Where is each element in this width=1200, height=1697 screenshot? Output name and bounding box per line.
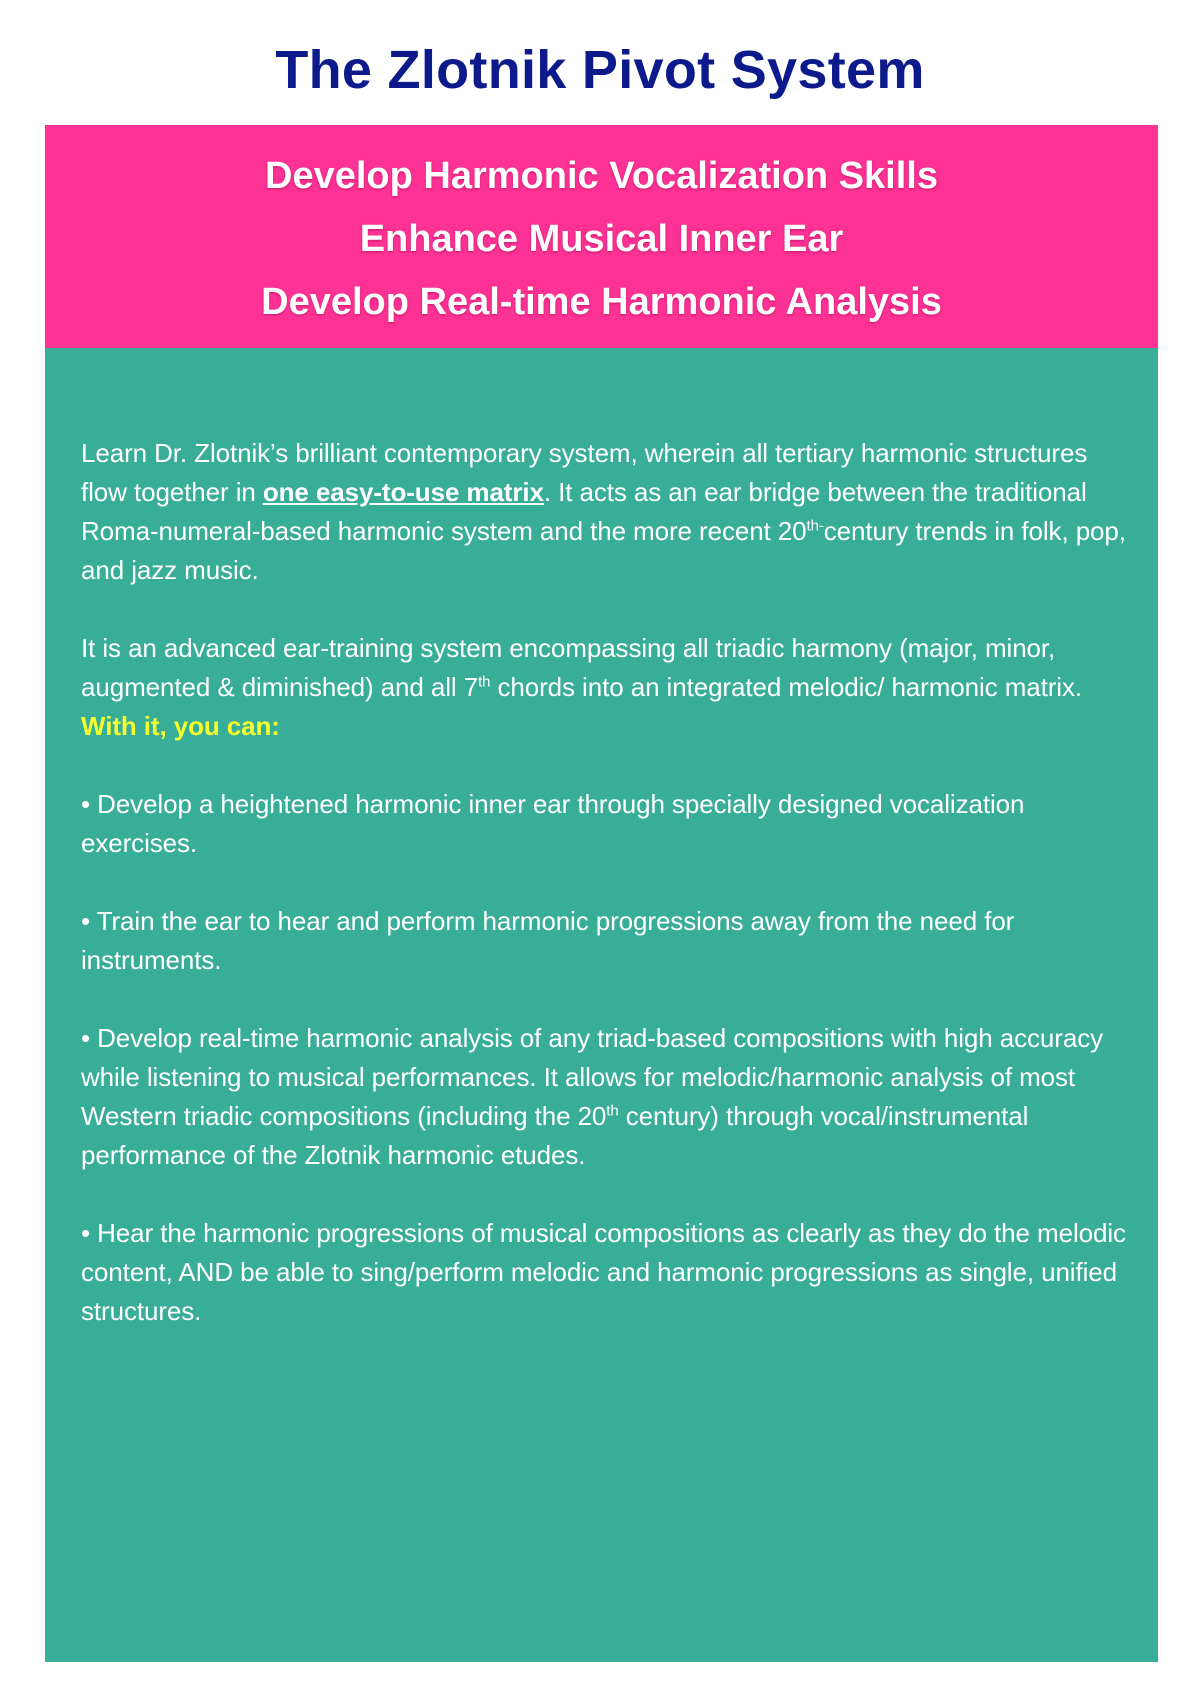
system-text-1: It is an advanced ear-training system encompassing all triadic harmony (major, minor, augmented & diminished) and all 7 [81,633,1056,702]
bullet-train-ear: • Train the ear to hear and perform harmonic progressions away from the need for instruments. [81,906,1015,975]
headline-banner [45,125,1158,348]
system-superscript: th [478,673,491,691]
system-paragraph [81,629,1130,746]
intro-superscript: th- [806,517,824,535]
analysis-superscript: th [606,1102,619,1120]
bullet-realtime-analysis [81,1019,1130,1175]
with-it-highlight: With it, you can: [81,711,280,741]
description-panel [45,348,1158,1662]
analysis-text-2: century) through vocal/instrumental performance of the Zlotnik harmonic etudes. [81,1101,1029,1170]
page-title: The Zlotnik Pivot System [275,40,925,100]
banner-line-vocalization: Develop Harmonic Vocalization Skills [265,155,938,197]
banner-line-inner-ear: Enhance Musical Inner Ear [359,218,844,260]
bullet-hear-progressions: • Hear the harmonic progressions of musical compositions as clearly as they do the melodic content, AND be able to sing/perform melodic and harmonic progressions as single, unified structures. [81,1218,1126,1326]
system-text-2: chords into an integrated melodic/ harmonic matrix. [490,672,1083,702]
intro-text-3: century trends in folk, pop, and jazz music. [81,516,1126,585]
intro-text-1: Learn Dr. Zlotnik’s brilliant contemporary system, wherein all tertiary harmonic structures flow together in [81,438,1088,507]
matrix-link[interactable]: one easy-to-use matrix [262,477,544,507]
bullet-inner-ear: • Develop a heightened harmonic inner ear through specially designed vocalization exercises. [81,789,1025,858]
banner-line-analysis: Develop Real-time Harmonic Analysis [261,281,942,323]
analysis-text-1: • Develop real-time harmonic analysis of any triad-based compositions with high accuracy while listening to musical performances. It allows for melodic/harmonic analysis of most Western triadic compositions (including the 20 [81,1023,1103,1131]
intro-paragraph [81,434,1130,590]
intro-text-2: . It acts as an ear bridge between the traditional Roma-numeral-based harmonic system and the more recent 20 [81,477,1087,546]
